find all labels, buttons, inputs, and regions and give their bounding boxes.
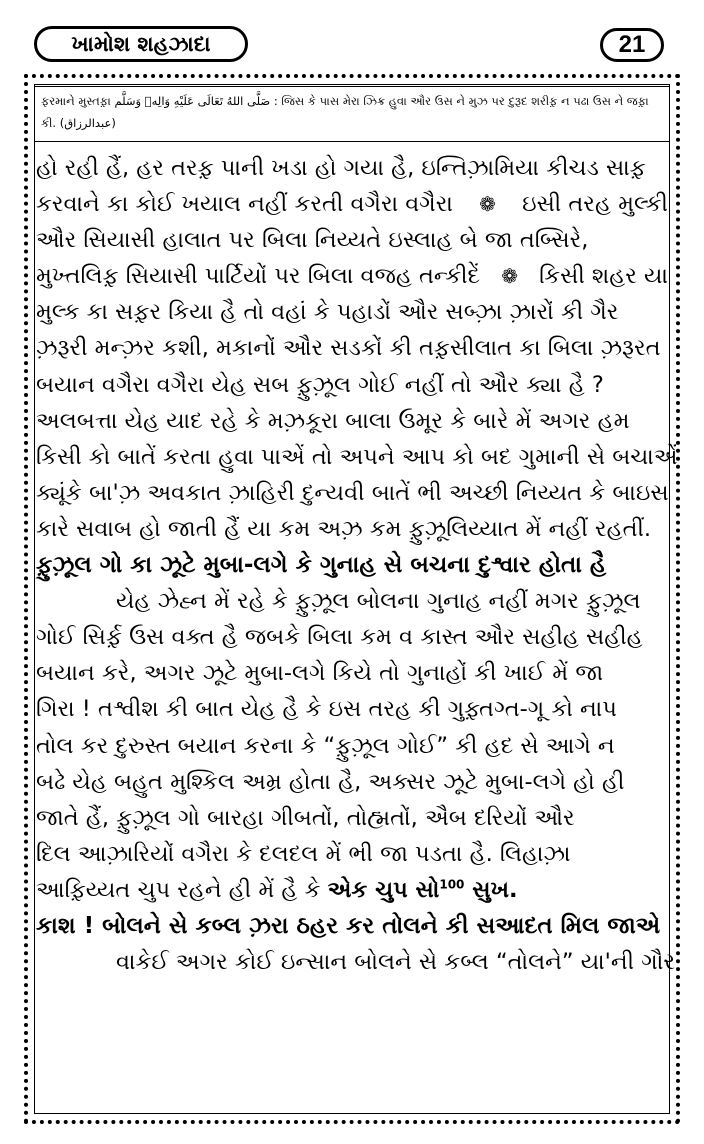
text-line [36,294,668,330]
bold-phrase: એક ચુપ સો [327,876,440,903]
page-number-text: 21 [618,31,646,58]
section-heading-text: કાશ ! બોલને સે કબ્લ ઝ઼રા ઠહર કર તોલને કી સઆદત મિલ જાએ [36,912,661,939]
text-line [36,367,668,403]
text-line [36,186,668,222]
text-segment: ઝ઼રૂરી મન્ઝ઼ર કશી, મકાનોં ઔર સડકોં કી તફ઼સીલાત કા બિલા ઝ઼રૂરત [36,335,661,362]
text-segment: મુલ્ક કા સફ઼ર કિયા હૈ તો વહાં કે પહાડોં ઔર સબ્ઝ઼ા ઝ઼ારોં કી ગૈર [36,299,619,326]
text-line [36,403,668,439]
text-segment: ઔર સિયાસી હાલાત પર બિલા નિય્યતે ઇસ્લાહ બે જા તબ્સિરે, [36,227,589,254]
text-segment: ગોઈ સિર્ફ઼ ઉસ વક્ત હૈ જબકે બિલા કમ વ કાસ્ત ઔર સહીહ સહીહ [36,624,643,651]
hadith-text: ફરમાને મુસ્તફ઼ા صَلَّى اللهُ تَعَالَى عَلَيْهِ وَالِهٖ وَسَلَّم : જિસ કે પાસ મેરા ઝિક્ર હુવા ઔર ઉસ ને મુઝ પર દુરૂદ શરીફ઼ ન પઢા ઉસ ને જફ઼ા કી. (عبدالرزاق) [41,94,649,130]
flower-ornament-icon: ❁ [479,192,496,217]
page-number [600,28,664,62]
text-line [36,619,668,655]
text-segment: મુખ્તલિફ઼ સિયાસી પાર્ટિયોં પર બિલા વજહ તન્કીદેં [36,263,481,290]
text-segment: વાકેઈ અગર કોઈ ઇન્સાન બોલને સે કબ્લ “તોલને” યા'ની ગૌર [116,949,676,976]
text-segment: યેહ ઝેહ્ન મેં રહે કે ફ઼ુઝ઼ૂલ બોલના ગુનાહ નહીં મગર ફ઼ુઝ઼ૂલ [116,588,641,615]
text-line [36,258,668,294]
flower-ornament-icon: ❁ [501,264,518,289]
superscript-number: 100 [439,877,465,892]
text-line [36,944,676,980]
text-line [36,475,668,511]
text-line [36,691,668,727]
text-segment: બયાન કરે, અગર ઝૂટે મુબા-લગે કિયે તો ગુનાહોં કી ખાઈ મેં જા [36,660,604,687]
text-segment: આફ઼િય્યત ચુપ રહને હી મેં હૈ કે [36,876,321,903]
book-title [34,26,248,62]
book-title-text: ખામોશ શહઝાદા [71,31,211,56]
section-heading-text: ફ઼ુઝ઼ૂલ ગો કા ઝૂટે મુબા-લગે કે ગુનાહ સે બચના દુશ્વાર હોતા હૈ [36,552,607,579]
text-line [36,330,668,366]
text-line [36,583,668,619]
text-line [36,764,668,800]
body-text [36,150,678,980]
text-line [36,872,668,908]
section-heading [36,908,668,944]
text-segment: કારે સવાબ હો જાતી હૈં યા કમ અઝ઼ કમ ફ઼ુઝ઼ૂલિય્યાત મેં નહીં રહતીં. [36,515,652,542]
text-segment: અલબત્તા યેહ યાદ રહે કે મઝ઼કૂરા બાલા ઉમૂર કે બારે મેં અગર હમ [36,407,630,434]
text-segment: બયાન વગૈરા વગૈરા યેહ સબ ફ઼ુઝ઼ૂલ ગોઈ નહીં તો ઔર ક્યા હૈ ? [36,371,604,398]
text-line [36,655,668,691]
text-line [36,222,668,258]
hadith-box [34,86,670,142]
text-segment: ગિરા ! તશ્વીશ કી બાત યેહ હૈ કે ઇસ તરહ કી ગુફ઼્તગ્ત-ગૂ કો નાપ [36,696,617,723]
text-segment: તોલ કર દુરુસ્ત બયાન કરના કે “ફ઼ુઝ઼ૂલ ગોઈ” કી હદ સે આગે ન [36,732,615,759]
text-segment: કરવાને કા કોઈ ખયાલ નહીં કરતી વગૈરા વગૈરા [36,191,453,218]
bold-phrase: સુખ. [472,876,518,903]
text-segment: ક્યૂંકે બા'ઝ઼ અવકાત ઝ઼ાહિરી દુન્યવી બાતેં ભી અચ્છી નિય્યત કે બાઇસ [36,479,669,506]
text-segment: કિસી શહર યા [539,263,668,290]
text-line [36,728,668,764]
text-segment: દિલ આઝ઼ારિયોં વગૈરા કે દલદલ મેં ભી જા પડતા હૈ. લિહાઝ઼ા [36,840,571,867]
section-heading [36,547,668,583]
text-line [36,439,678,475]
text-segment: કિસી કો બાતેં કરતા હુવા પાએં તો અપને આપ કો બદ ગુમાની સે બચાએં [36,443,678,470]
text-line [36,511,668,547]
text-line [36,836,668,872]
text-segment: હો રહી હૈં, હર તરફ઼ પાની ખડા હો ગયા હૈ, ઇન્તિઝ઼ામિયા કીચડ સાફ઼ [36,155,646,181]
text-segment: ઇસી તરહ મુલ્કી [522,191,668,218]
text-segment: જાતે હૈં, ફ઼ુઝ઼ૂલ ગો બારહા ગીબતોં, તોહ્મતોં, ઐબ દરિયોં ઔર [36,804,575,831]
text-line [36,800,668,836]
text-segment: બઢે યેહ બહુત મુશ્કિલ અમ્ર હોતા હૈ, અક્સર ઝૂટે મુબા-લગે હો હી [36,768,625,795]
text-line [36,150,668,186]
